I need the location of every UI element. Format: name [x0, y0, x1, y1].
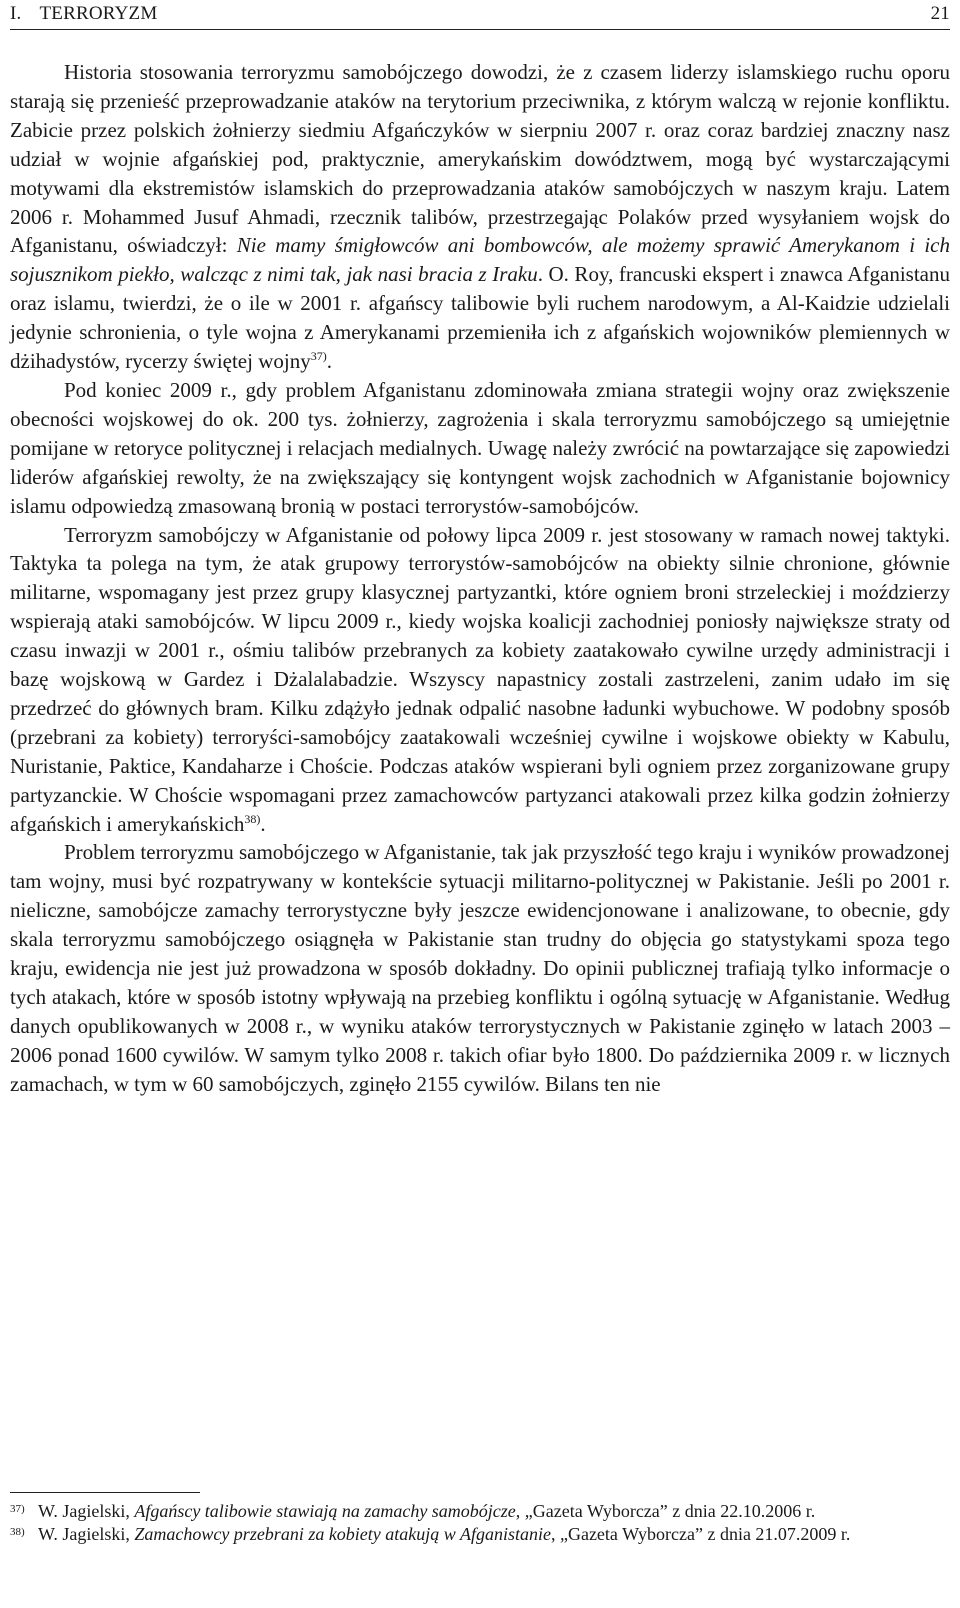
footnote-divider	[10, 1492, 200, 1493]
footnote-text	[38, 1523, 950, 1546]
footnote	[10, 1500, 950, 1523]
footnote-number: 37)	[10, 1503, 25, 1515]
chapter-heading	[10, 3, 157, 25]
footnote-ref: 38)	[244, 811, 261, 826]
footnote-ref: 37)	[310, 349, 327, 364]
body-text	[10, 58, 950, 1099]
chapter-number: I.	[10, 3, 22, 24]
footnote-number: 38)	[10, 1526, 25, 1538]
paragraph	[10, 58, 950, 376]
paragraph	[10, 376, 950, 521]
paragraph	[10, 838, 950, 1098]
footnotes	[10, 1500, 950, 1546]
text-run: Historia stosowania terroryzmu samobójczego dowodzi, że z czasem liderzy islamskiego ruchu oporu starają się przenieść przeprowadzanie ataków na terytorium przeciwnika, z którym walczą w rejonie konfliktu. Zabicie przez polskich żołnierzy siedmiu Afgańczyków w sierpniu 2007 r. oraz coraz bardziej znaczny nasz udział w wojnie afgańskiej pod, praktycznie, amerykańskim dowództwem, mogą być wystarczającymi motywami dla ekstremistów islamskich do przeprowadzania ataków samobójczych w naszym kraju. Latem 2006 r. Mohammed Jusuf Ahmadi, rzecznik talibów, przestrzegając Polaków przed wysyłaniem wojsk do Afganistanu, oświadczył:	[10, 60, 950, 258]
italic-text: Zamachowcy przebrani za kobiety atakują w Afganistanie	[134, 1524, 551, 1544]
text-run: , „Gazeta Wyborcza” z dnia 22.10.2006 r.	[515, 1501, 816, 1521]
running-header	[10, 0, 950, 30]
italic-text: Afgańscy talibowie stawiają na zamachy samobójcze	[134, 1501, 516, 1521]
text-run: .	[326, 349, 332, 374]
footnote	[10, 1523, 950, 1546]
paragraph	[10, 521, 950, 839]
text-run: .	[260, 811, 266, 836]
page-number: 21	[930, 3, 950, 24]
text-run: Terroryzm samobójczy w Afganistanie od połowy lipca 2009 r. jest stosowany w ramach nowej taktyki. Taktyka ta polega na tym, że atak grupowy terrorystów-samobójców na obiekty silnie chronione, głównie militarne, wspomagany jest przez grupy klasycznej partyzantki, które ogniem broni strzeleckiej i moździerzy wspierają ataki samobójców. W lipcu 2009 r., kiedy wojska koalicji zachodniej poniosły największe straty od czasu inwazji w 2001 r., ośmiu talibów przebranych za kobiety zaatakowało cywilne urzędy administracji i bazę wojskową w Gardez i Dżalalabadzie. Wszyscy napastnicy zostali zastrzeleni, zanim udało im się przedrzeć do głównych bram. Kilku zdążyło jednak odpalić nasobne ładunki wybuchowe. W podobny sposób (przebrani za kobiety) terroryści-samobójcy zaatakowali wcześniej cywilne i wojskowe obiekty w Kabulu, Nuristanie, Paktice, Kandaharze i Choście. Podczas ataków wspierani byli ogniem przez zorganizowane grupy partyzanckie. W Choście wspomagani przez zamachowców partyzanci atakowali przez kilka godzin żołnierzy afgańskich i amerykańskich	[10, 522, 950, 836]
text-run: Pod koniec 2009 r., gdy problem Afganistanu zdominowała zmiana strategii wojny oraz zwiększenie obecności wojskowej do ok. 200 tys. żołnierzy, zagrożenia i skala terroryzmu samobójczego są umiejętnie pomijane w retoryce politycznej i relacjach medialnych. Uwagę należy zwrócić na powtarzające się zapowiedzi liderów afgańskiej rewolty, że na zwiększający się kontyngent wojsk zachodnich w Afganistanie bojownicy islamu odpowiedzą zmasowaną bronią w postaci terrorystów-samobójców.	[10, 377, 950, 518]
text-run: Problem terroryzmu samobójczego w Afganistanie, tak jak przyszłość tego kraju i wyników prowadzonej tam wojny, musi być rozpatrywany w kontekście sytuacji militarno-politycznej w Pakistanie. Jeśli po 2001 r. nieliczne, samobójcze zamachy terrorystyczne były jeszcze ewidencjonowane i analizowane, to obecnie, gdy skala terroryzmu samobójczego osiągnęła w Pakistanie stan trudny do objęcia go statystykami spoza tego kraju, ewidencja nie jest już prowadzona w sposób dokładny. Do opinii publicznej trafiają tylko informacje o tych atakach, które w sposób istotny wpływają na przebieg konfliktu i ogólną sytuację w Afganistanie. Według danych opublikowanych w 2008 r., w wyniku ataków terrorystycznych w Pakistanie zginęło w latach 2003 – 2006 ponad 1600 cywilów. W samym tylko 2008 r. takich ofiar było 1800. Do października 2009 r. w licznych zamachach, w tym w 60 samobójczych, zginęło 2155 cywilów. Bilans ten nie	[10, 840, 950, 1096]
italic-text: Nie mamy śmigłowców ani bombowców, ale możemy sprawić Amerykanom i ich sojusznikom piekło, walcząc z nimi tak, jak nasi bracia z Iraku	[10, 233, 950, 287]
footnote-text	[38, 1500, 950, 1523]
chapter-title: TERRORYZM	[39, 3, 158, 24]
text-run: W. Jagielski,	[38, 1524, 135, 1544]
text-run: . O. Roy, francuski ekspert i znawca Afganistanu oraz islamu, twierdzi, że o ile w 2001 r. afgańscy talibowie byli ruchem narodowym, a Al-Kaidzie udzielali jedynie schronienia, o tyle wojna z Amerykanami przemieniła ich z afgańskich wojowników plemiennych w dżihadystów, rycerzy świętej wojny	[10, 262, 951, 374]
text-run: W. Jagielski,	[38, 1501, 135, 1521]
text-run: , „Gazeta Wyborcza” z dnia 21.07.2009 r.	[550, 1524, 851, 1544]
